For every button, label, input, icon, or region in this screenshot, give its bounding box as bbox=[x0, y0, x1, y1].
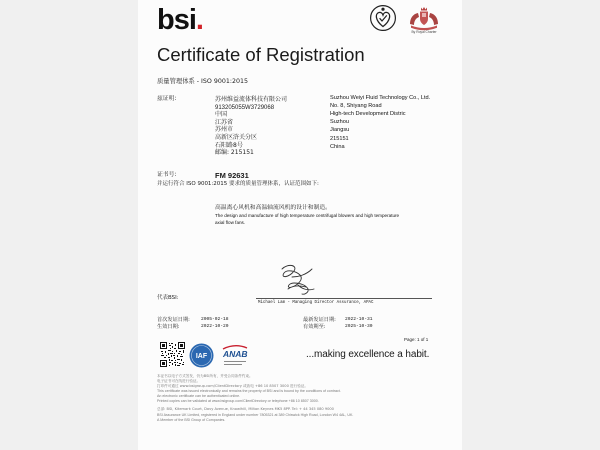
bsi-logo-text: bsi bbox=[157, 4, 196, 36]
holder-cn-line: 苏州市 bbox=[215, 126, 234, 134]
scope-en-line-1: The design and manufacture of high temperature centrifugal blowers and high temperature bbox=[215, 212, 400, 218]
page-number: Page: 1 of 1 bbox=[404, 337, 429, 342]
signature-line bbox=[256, 298, 432, 299]
signatory-label: 代表BSI: bbox=[157, 295, 179, 301]
kitemark-icon bbox=[369, 4, 397, 32]
holder-en-line: China bbox=[330, 143, 345, 150]
certificate-number: FM 92631 bbox=[215, 171, 249, 180]
iaf-logo bbox=[189, 343, 214, 368]
footer-line: Printed copies can be validated at www.bsigroup.com/ClientDirectory or telephone +86 10 8507 3000. bbox=[157, 399, 319, 403]
original-date: 2005-02-18 bbox=[201, 317, 229, 323]
footer-line: 电子证书可在线进行验证。 bbox=[157, 379, 201, 383]
anab-caption-line bbox=[224, 361, 246, 362]
standard-line: 质量管理体系 - ISO 9001:2015 bbox=[157, 78, 249, 85]
footer-line: 本证书以电子方式签发，仍为BSI所有，并受合同条件约束。 bbox=[157, 374, 253, 378]
scope-cn: 高温离心风机和高温轴流风机的设计和制造。 bbox=[215, 205, 331, 211]
holder-cn-line: 苏州维益流体科技有限公司 bbox=[215, 96, 288, 103]
intro-label: 兹证明: bbox=[157, 96, 177, 102]
holder-en-line: High-tech Development Distric bbox=[330, 111, 406, 118]
signatory-name: Michael Lam - Managing Director Assurance, APAC bbox=[258, 301, 374, 305]
holder-en-line: 215151 bbox=[330, 135, 349, 142]
holder-en-line: Suzhou bbox=[330, 119, 349, 126]
iaf-logo-text: IAF bbox=[195, 353, 208, 360]
expiry-date-label: 有效期至: bbox=[303, 324, 326, 330]
scope-en-line-2: axial flow fans. bbox=[215, 219, 246, 225]
page-title: Certificate of Registration bbox=[157, 44, 365, 65]
operates-line: 并运行符合 ISO 9001:2015 要求的质量管理体系，认证范围如下: bbox=[157, 181, 319, 187]
expiry-date: 2025-10-30 bbox=[345, 324, 373, 330]
holder-cn-line: 中国 bbox=[215, 111, 228, 119]
tagline: ...making excellence a habit. bbox=[306, 349, 430, 360]
footer-line: 打印件可通过 www.bsigroup.com/ClientDirectory 或致电 +86 10 8507 3000 进行验证。 bbox=[157, 384, 308, 388]
anab-caption-line bbox=[224, 364, 242, 365]
anab-logo bbox=[221, 343, 249, 368]
holder-en-line: No. 8, Shiyang Road bbox=[330, 103, 382, 110]
royal-charter-caption: By Royal Charter bbox=[411, 30, 437, 34]
footer-line: This certificate was issued electronically and remains the property of BSI and is bound by the conditions of contract. bbox=[157, 389, 341, 393]
qr-code bbox=[160, 342, 185, 367]
holder-cn-line: 高新区浒关分区 bbox=[215, 134, 258, 141]
footer-line: 总部: BSI, Kitemark Court, Davy Avenue, Knowlhill, Milton Keynes MK5 8PP. Tel: + 44 345 080 9000 bbox=[157, 407, 334, 411]
royal-crest-icon bbox=[406, 3, 442, 31]
holder-cn-line: 石阳路8号 bbox=[215, 141, 243, 149]
holder-cn-line: 913205055W3729068 bbox=[215, 104, 275, 111]
effective-date: 2022-10-20 bbox=[201, 324, 229, 330]
bsi-logo-dot: . bbox=[195, 4, 203, 36]
latest-date-label: 最新发证日期: bbox=[303, 317, 336, 323]
bsi-logo bbox=[157, 6, 203, 35]
holder-cn-line: 江苏省 bbox=[215, 118, 234, 126]
anab-logo-text: ANAB bbox=[223, 349, 248, 359]
certificate-number-label: 证书号: bbox=[157, 172, 177, 178]
holder-en-line: Suzhou Weiyi Fluid Technology Co., Ltd. bbox=[330, 95, 431, 101]
effective-date-label: 生效日期: bbox=[157, 324, 180, 330]
original-date-label: 首次发证日期: bbox=[157, 317, 190, 323]
signature bbox=[268, 259, 330, 299]
footer-line: An electronic certificate can be authenticated online. bbox=[157, 394, 241, 398]
holder-en-line: Jiangsu bbox=[330, 127, 350, 134]
footer-line: A Member of the BSI Group of Companies. bbox=[157, 418, 226, 422]
holder-cn-line: 邮编: 215151 bbox=[215, 149, 254, 157]
latest-date: 2022-10-31 bbox=[345, 317, 373, 323]
footer-line: BSI Assurance UK Limited, registered in England under number 7805321 at 389 Chiswick High Road, London W4 4AL, UK. bbox=[157, 412, 354, 417]
